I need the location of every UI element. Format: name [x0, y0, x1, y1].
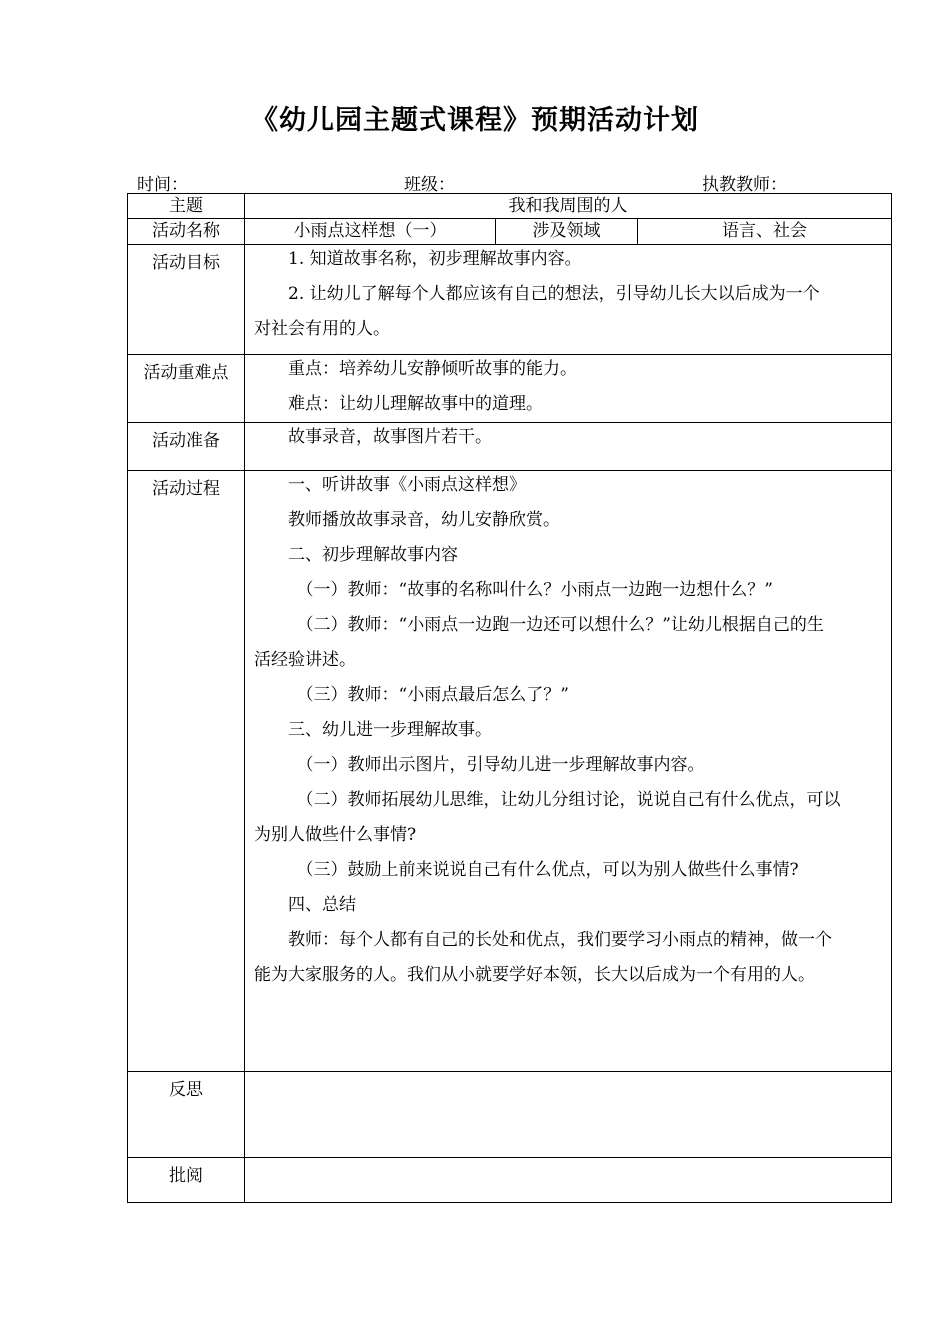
process-step: （一）教师：“故事的名称叫什么？小雨点一边跑一边想什么？” — [296, 580, 773, 600]
activity-plan-table — [127, 193, 892, 1203]
process-step: 为别人做些什么事情? — [254, 825, 417, 845]
review-row — [128, 1158, 892, 1203]
process-step: （二）教师拓展幼儿思维，让幼儿分组讨论，说说自己有什么优点，可以 — [296, 790, 841, 810]
process-step: 二、初步理解故事内容 — [288, 545, 458, 565]
activity-name-value: 小雨点这样想（一） — [245, 219, 496, 245]
process-step: （二）教师：“小雨点一边跑一边还可以想什么？”让幼儿根据自己的生 — [296, 615, 824, 635]
domain-label: 涉及领域 — [496, 219, 638, 245]
process-content — [245, 471, 892, 1072]
class-label: 班级： — [404, 175, 455, 195]
key-points-row — [128, 355, 892, 423]
reflection-row — [128, 1072, 892, 1158]
theme-label: 主题 — [128, 194, 245, 219]
goal-item: 对社会有用的人。 — [254, 319, 390, 339]
goal-item: 1. 知道故事名称，初步理解故事内容。 — [288, 249, 582, 269]
time-label: 时间： — [137, 175, 188, 195]
reflection-content[interactable] — [245, 1072, 892, 1158]
goals-label: 活动目标 — [128, 245, 245, 355]
process-step: 教师播放故事录音，幼儿安静欣赏。 — [288, 510, 560, 530]
goal-item: 2. 让幼儿了解每个人都应该有自己的想法，引导幼儿长大以后成为一个 — [288, 284, 820, 304]
process-step: （三）鼓励上前来说说自己有什么优点，可以为别人做些什么事情? — [296, 860, 799, 880]
theme-value: 我和我周围的人 — [245, 194, 892, 219]
reflection-label: 反思 — [128, 1072, 245, 1158]
key-point-item: 难点：让幼儿理解故事中的道理。 — [288, 394, 543, 414]
process-step: （一）教师出示图片，引导幼儿进一步理解故事内容。 — [296, 755, 705, 775]
process-step: （三）教师：“小雨点最后怎么了？” — [296, 685, 569, 705]
key-points-label: 活动重难点 — [128, 355, 245, 423]
teacher-label: 执教教师： — [702, 175, 787, 195]
process-step: 教师：每个人都有自己的长处和优点，我们要学习小雨点的精神，做一个 — [288, 930, 832, 950]
key-points-content — [245, 355, 892, 423]
page-title: 《幼儿园主题式课程》预期活动计划 — [251, 105, 699, 136]
preparation-text: 故事录音，故事图片若干。 — [288, 427, 492, 447]
process-step: 一、听讲故事《小雨点这样想》 — [288, 475, 526, 495]
process-step: 三、幼儿进一步理解故事。 — [288, 720, 492, 740]
preparation-content — [245, 423, 892, 471]
process-step: 能为大家服务的人。我们从小就要学好本领，长大以后成为一个有用的人。 — [254, 965, 815, 985]
activity-name-label: 活动名称 — [128, 219, 245, 245]
goals-content — [245, 245, 892, 355]
review-label: 批阅 — [128, 1158, 245, 1203]
process-row — [128, 471, 892, 1072]
domain-value: 语言、社会 — [638, 219, 892, 245]
process-step: 活经验讲述。 — [254, 650, 356, 670]
theme-row — [128, 194, 892, 219]
key-point-item: 重点：培养幼儿安静倾听故事的能力。 — [288, 359, 577, 379]
activity-name-row — [128, 219, 892, 245]
process-label: 活动过程 — [128, 471, 245, 1072]
review-content[interactable] — [245, 1158, 892, 1203]
goals-row — [128, 245, 892, 355]
preparation-label: 活动准备 — [128, 423, 245, 471]
process-step: 四、总结 — [288, 895, 356, 915]
preparation-row — [128, 423, 892, 471]
